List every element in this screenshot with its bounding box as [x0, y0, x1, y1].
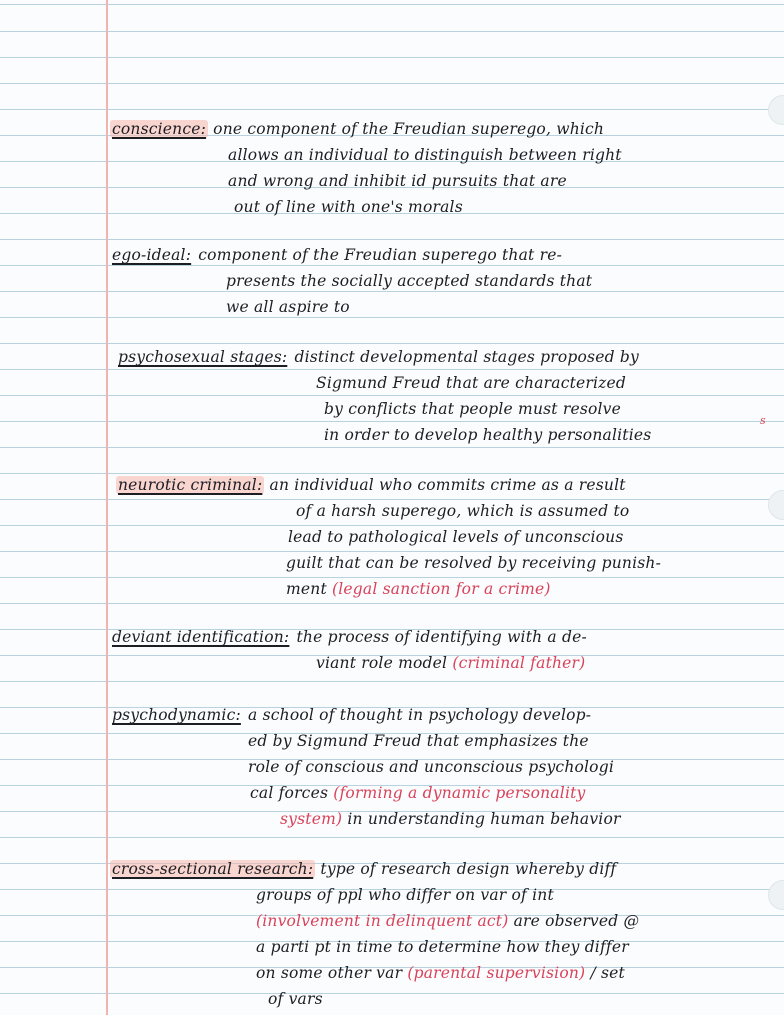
red-annotation: (parental supervision)	[407, 964, 586, 982]
definition-line: a school of thought in psychology develop-	[248, 706, 592, 724]
definition-line: cal forces	[250, 784, 329, 802]
definition-line: component of the Freudian superego that re-	[198, 246, 563, 264]
definition-line: presents the socially accepted standards that	[226, 272, 593, 290]
definition-line: guilt that can be resolved by receiving punish-	[286, 554, 662, 572]
definition-line: allows an individual to distinguish between right	[228, 146, 622, 164]
note-entry-psychodynamic	[110, 702, 621, 832]
definition-line: we all aspire to	[226, 298, 350, 316]
term: cross-sectional research:	[112, 860, 314, 878]
term: deviant identification:	[112, 628, 290, 646]
punch-hole	[768, 95, 784, 125]
definition-line: distinct developmental stages proposed by	[294, 348, 639, 366]
punch-hole	[768, 490, 784, 520]
definition-line: in understanding human behavior	[347, 810, 621, 828]
note-entry-psychosexual-stages	[116, 344, 651, 448]
definition-line: ment	[286, 580, 327, 598]
definition-line: Sigmund Freud that are characterized	[316, 374, 627, 392]
definition-line: on some other var	[256, 964, 403, 982]
note-entry-ego-ideal	[110, 242, 592, 320]
margin-note: s	[760, 414, 766, 427]
term: neurotic criminal:	[118, 476, 263, 494]
definition-line: viant role model	[316, 654, 448, 672]
red-annotation: system)	[280, 810, 343, 828]
margin-line	[106, 0, 108, 1015]
definition-line: a parti pt in time to determine how they differ	[256, 938, 629, 956]
definition-line: are observed @	[513, 912, 640, 930]
definition-line: and wrong and inhibit id pursuits that are	[228, 172, 567, 190]
red-annotation: (forming a dynamic personality	[333, 784, 586, 802]
definition-line: ed by Sigmund Freud that emphasizes the	[248, 732, 589, 750]
term: psychodynamic:	[112, 706, 241, 724]
note-entry-conscience	[110, 116, 622, 220]
definition-line: of vars	[268, 990, 323, 1008]
definition-line: of a harsh superego, which is assumed to	[296, 502, 630, 520]
red-annotation: (legal sanction for a crime)	[332, 580, 551, 598]
definition-line: type of research design whereby diff	[320, 860, 617, 878]
definition-line: by conflicts that people must resolve	[324, 400, 622, 418]
definition-line: groups of ppl who differ on var of int	[256, 886, 554, 904]
definition-line: an individual who commits crime as a result	[269, 476, 626, 494]
term: ego-ideal:	[112, 246, 192, 264]
red-annotation: (involvement in delinquent act)	[256, 912, 509, 930]
term: psychosexual stages:	[118, 348, 288, 366]
term: conscience:	[112, 120, 207, 138]
note-entry-deviant-identification	[110, 624, 587, 676]
definition-line: in order to develop healthy personalities	[324, 426, 652, 444]
definition-line: role of conscious and unconscious psychologi	[248, 758, 614, 776]
definition-line: out of line with one's morals	[234, 198, 463, 216]
red-annotation: (criminal father)	[452, 654, 586, 672]
punch-hole	[768, 880, 784, 910]
definition-line: one component of the Freudian superego, which	[213, 120, 605, 138]
definition-line: lead to pathological levels of unconscious	[288, 528, 624, 546]
note-entry-neurotic-criminal	[116, 472, 661, 602]
definition-line: the process of identifying with a de-	[296, 628, 587, 646]
definition-line: / set	[590, 964, 625, 982]
note-entry-cross-sectional-research	[110, 856, 639, 1012]
